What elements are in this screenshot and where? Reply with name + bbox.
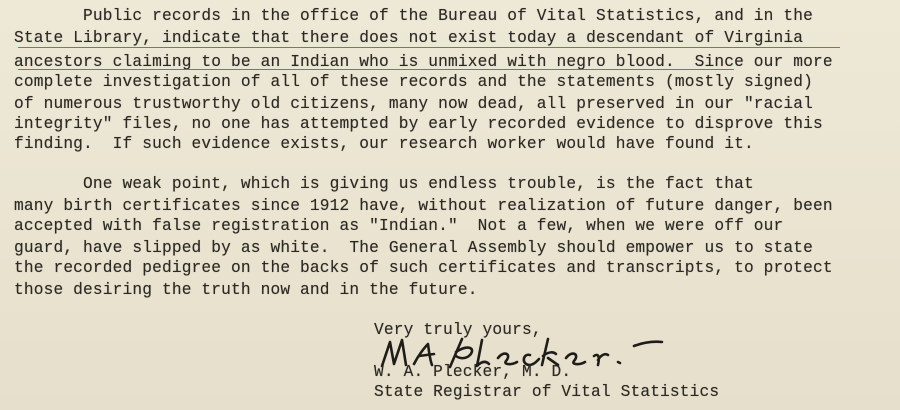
red-underline bbox=[18, 69, 734, 70]
letter-line: One weak point, which is giving us endless trouble, is the fact that bbox=[14, 175, 754, 193]
letter-line: the recorded pedigree on the backs of such certificates and transcripts, to protect bbox=[14, 259, 833, 277]
letter-line: State Library, indicate that there does not exist today a descendant of Virginia bbox=[14, 29, 804, 47]
red-underline bbox=[18, 47, 840, 48]
letter-line: Public records in the office of the Bureau of Vital Statistics, and in the bbox=[14, 7, 813, 25]
letter-line: complete investigation of all of these records and the statements (mostly signed) bbox=[14, 73, 813, 91]
letter-line: of numerous trustworthy old citizens, many now dead, all preserved in our "racial bbox=[14, 95, 813, 113]
letter-line: accepted with false registration as "Indian." Not a few, when we were off our bbox=[14, 217, 784, 235]
letter-line: guard, have slipped by as white. The General Assembly should empower us to state bbox=[14, 239, 813, 257]
signer-title: State Registrar of Vital Statistics bbox=[374, 383, 720, 401]
letter-line: those desiring the truth now and in the future. bbox=[14, 281, 478, 299]
letter-line: ancestors claiming to be an Indian who is unmixed with negro blood. Since our more bbox=[14, 53, 833, 71]
letter-line: integrity" files, no one has attempted by early recorded evidence to disprove this bbox=[14, 115, 823, 133]
signer-name: W. A. Plecker, M. D. bbox=[374, 363, 572, 381]
letter-line: finding. If such evidence exists, our research worker would have found it. bbox=[14, 135, 754, 153]
closing-text: Very truly yours, bbox=[374, 321, 542, 339]
letter-line: many birth certificates since 1912 have, without realization of future danger, been bbox=[14, 197, 833, 215]
